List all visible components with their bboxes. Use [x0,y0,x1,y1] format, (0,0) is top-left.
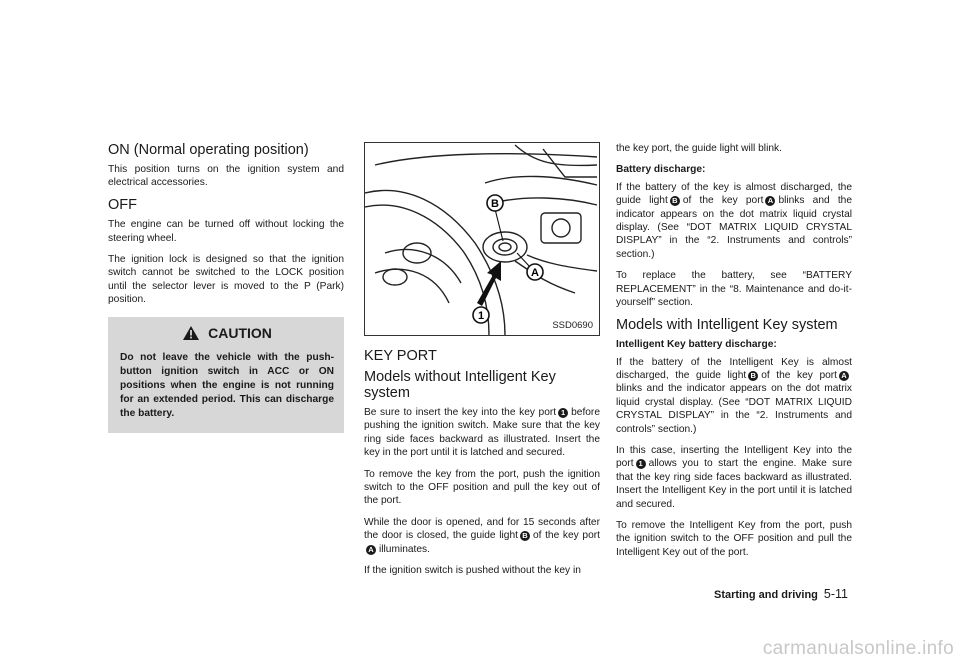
page-footer [714,587,848,601]
key-port-heading: KEY PORT [364,348,437,364]
off-heading: OFF [108,197,137,214]
ignition-without-key-text: If the ignition switch is pushed without the key in [364,565,581,577]
off-text-1: The engine can be turned off without locking the steering wheel. [108,219,344,244]
ik-remove-text: To remove the Intelligent Key from the port, push the ignition switch to the OFF position and pull the Intelligent Key out of the port. [616,520,852,558]
section-name: Starting and driving [714,589,818,601]
insert-key-text: Be sure to insert the key into the key port 1 before pushing the ignition switch. Make sure that the key ring side faces backward as illustrated. Insert the key in the port until it is latched and secured. [364,407,600,459]
remove-key-text: To remove the key from the port, push the ignition switch to the OFF position and pull the key out of the port. [364,468,600,507]
ik-insert-text: In this case, inserting the Intelligent Key into the port 1 allows you to start the engine. Make sure that the key ring side faces backward as illustrated. Insert the Intelligent Key in the port until it is latched and secured. [616,444,852,510]
ref-1-badge: 1 [636,459,646,469]
key-port-illustration [364,142,600,336]
steering-wheel-key-port-drawing [365,143,599,335]
models-with-heading: Models with Intelligent Key system [616,317,838,334]
column-right [616,142,852,567]
on-heading: ON (Normal operating position) [108,142,309,158]
caution-box [108,317,344,433]
battery-discharge-text: If the battery of the key is almost discharged, the guide light B of the key port A blinks and the indicator appears on the dot matrix liquid crystal display. (See “DOT MATRIX LIQUID CRYSTAL DISPLAY” in the “2. Instruments and controls” section.) [616,181,853,260]
off-text-2: The ignition lock is designed so that the ignition switch cannot be switched to the LOCK position until the selector lever is moved to the P (Park) position. [108,253,344,306]
ik-battery-heading: Intelligent Key battery discharge: [616,339,777,351]
guide-light-text: While the door is opened, and for 15 seconds after the door is closed, the guide light B of the key portA illuminates. [364,516,600,555]
models-without-heading: Models without Intelligent Key system [364,368,556,402]
caution-text: Do not leave the vehicle with the push-button ignition switch in ACC or ON positions when the engine is not running for an extended period. This can discharge the battery. [120,351,334,419]
figure-code: SSD0690 [552,320,593,331]
watermark: carmanualsonline.info [762,638,954,659]
warning-icon [182,325,200,341]
callout-b: B [491,198,499,210]
callout-a: A [531,267,539,279]
battery-discharge-heading: Battery discharge: [616,164,706,176]
battery-replacement-text: To replace the battery, see “BATTERY REPLACEMENT” in the “8. Maintenance and do-it-yourself” section. [616,270,852,309]
guide-light-blink-text: the key port, the guide light will blink. [616,143,782,154]
ref-b-badge: B [748,371,758,381]
callout-1: 1 [477,310,485,322]
ref-b-badge: B [520,531,530,541]
column-middle [364,142,600,585]
ref-a-badge: A [839,371,849,381]
ref-a-badge: A [366,545,376,555]
caution-title: CAUTION [208,324,272,341]
ref-b-badge: B [670,196,680,206]
page-number: 5-11 [823,587,848,601]
ref-1-badge: 1 [558,408,568,418]
on-text: This position turns on the ignition system and electrical accessories. [108,163,344,189]
column-left [108,142,344,433]
ref-a-badge: A [765,196,775,206]
caution-header [120,325,334,341]
ik-battery-text: If the battery of the Intelligent Key is almost discharged, the guide light B of the key port Ablinks and the indicator appears on the dot matrix liquid crystal display. (See “DOT MATRIX LIQUID CRYSTAL DISPLAY” in the “2. Instruments and controls” section.) [616,356,852,435]
